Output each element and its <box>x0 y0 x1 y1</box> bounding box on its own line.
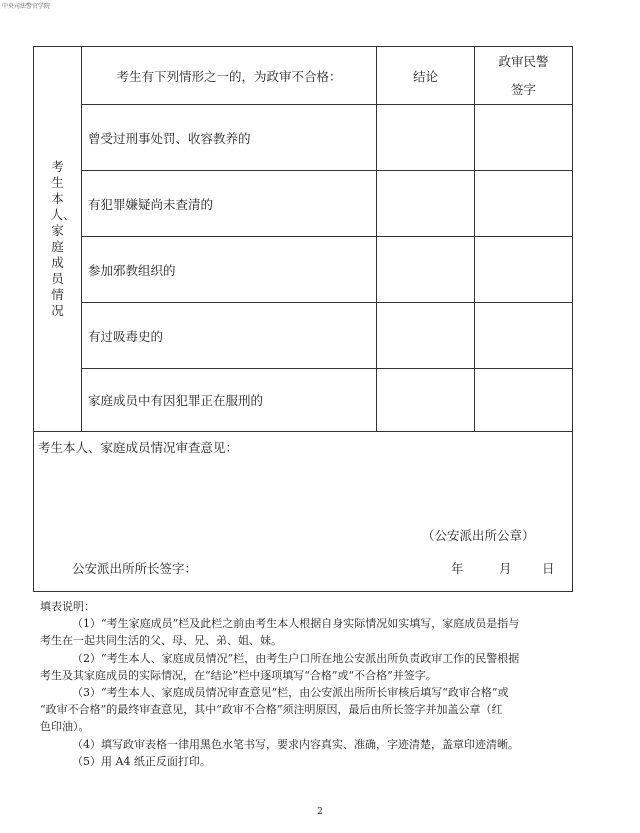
instruction-3-line1: （3）“考生本人、家庭成员情况审查意见”栏，由公安派出所所长审核后填写“政审合格”或 <box>72 686 509 700</box>
date-year-label: 年 <box>451 561 464 576</box>
sign-cell[interactable] <box>475 171 573 237</box>
instruction-3-line2: “政审不合格”的最终审查意见，其中“政审不合格”须注明原因，最后由所长签字并加盖公章（红 <box>40 703 503 717</box>
table-row <box>34 303 573 369</box>
page-number: 2 <box>317 807 323 817</box>
review-row <box>34 432 573 592</box>
instruction-4: （4）填写政审表格一律用黑色水笔书写，要求内容真实、准确，字迹清楚，盖章印迹清晰。 <box>72 737 519 751</box>
review-opinion-cell[interactable] <box>34 432 573 592</box>
conclusion-cell[interactable] <box>377 303 475 369</box>
item-cult-membership: 参加邪教组织的 <box>82 237 377 303</box>
table-row <box>34 171 573 237</box>
conclusion-header: 结论 <box>377 47 475 105</box>
table-header-row <box>34 47 573 105</box>
date-day-label: 日 <box>542 561 555 576</box>
corner-mark: 中央司法警官学院 <box>2 3 51 10</box>
criteria-header: 考生有下列情形之一的，为政审不合格： <box>82 47 377 105</box>
filling-instructions <box>40 598 580 770</box>
officer-sign-header-line1: 政审民警 <box>498 53 549 69</box>
sign-cell[interactable] <box>475 303 573 369</box>
conclusion-cell[interactable] <box>377 105 475 171</box>
review-opinion-title: 考生本人、家庭成员情况审查意见： <box>38 440 239 455</box>
sign-cell[interactable] <box>475 237 573 303</box>
table-row <box>34 237 573 303</box>
date-month-label: 月 <box>499 561 512 576</box>
officer-sign-header <box>475 47 573 105</box>
conclusion-cell[interactable] <box>377 237 475 303</box>
side-label: 考生本人、家庭成员情况 <box>50 159 76 318</box>
item-drug-history: 有过吸毒史的 <box>82 303 377 369</box>
sign-cell[interactable] <box>475 105 573 171</box>
table-row <box>34 369 573 432</box>
item-criminal-record: 曾受过刑事处罚、收容教养的 <box>82 105 377 171</box>
officer-sign-header-line2: 签字 <box>510 81 536 97</box>
item-unresolved-suspicion: 有犯罪嫌疑尚未查清的 <box>82 171 377 237</box>
instruction-2-line1: （2）“考生本人、家庭成员情况”栏，由考生户口所在地公安派出所负责政审工作的民警根据 <box>72 651 520 665</box>
station-chief-signature-label: 公安派出所所长签字： <box>72 561 198 576</box>
political-review-table <box>33 46 573 592</box>
item-family-imprisoned: 家庭成员中有因犯罪正在服刑的 <box>82 369 377 432</box>
instruction-1-line2: 考生在一起共同生活的父、母、兄、弟、姐、妹。 <box>40 634 282 648</box>
conclusion-cell[interactable] <box>377 171 475 237</box>
instruction-5: （5）用 A4 纸正反面打印。 <box>72 754 211 768</box>
sign-cell[interactable] <box>475 369 573 432</box>
conclusion-cell[interactable] <box>377 369 475 432</box>
police-station-seal: （公安派出所公章） <box>422 528 535 543</box>
instructions-title: 填表说明： <box>40 600 95 613</box>
instruction-1-line1: （1）“考生家庭成员”栏及此栏之前由考生本人根据自身实际情况如实填写，家庭成员是指与 <box>72 617 520 631</box>
instruction-3-line3: 色印油）。 <box>40 720 90 734</box>
table-row <box>34 105 573 171</box>
instruction-2-line2: 考生及其家庭成员的实际情况，在“结论”栏中逐项填写“合格”或“不合格”并签字。 <box>40 668 437 682</box>
side-label-cell <box>34 47 82 432</box>
